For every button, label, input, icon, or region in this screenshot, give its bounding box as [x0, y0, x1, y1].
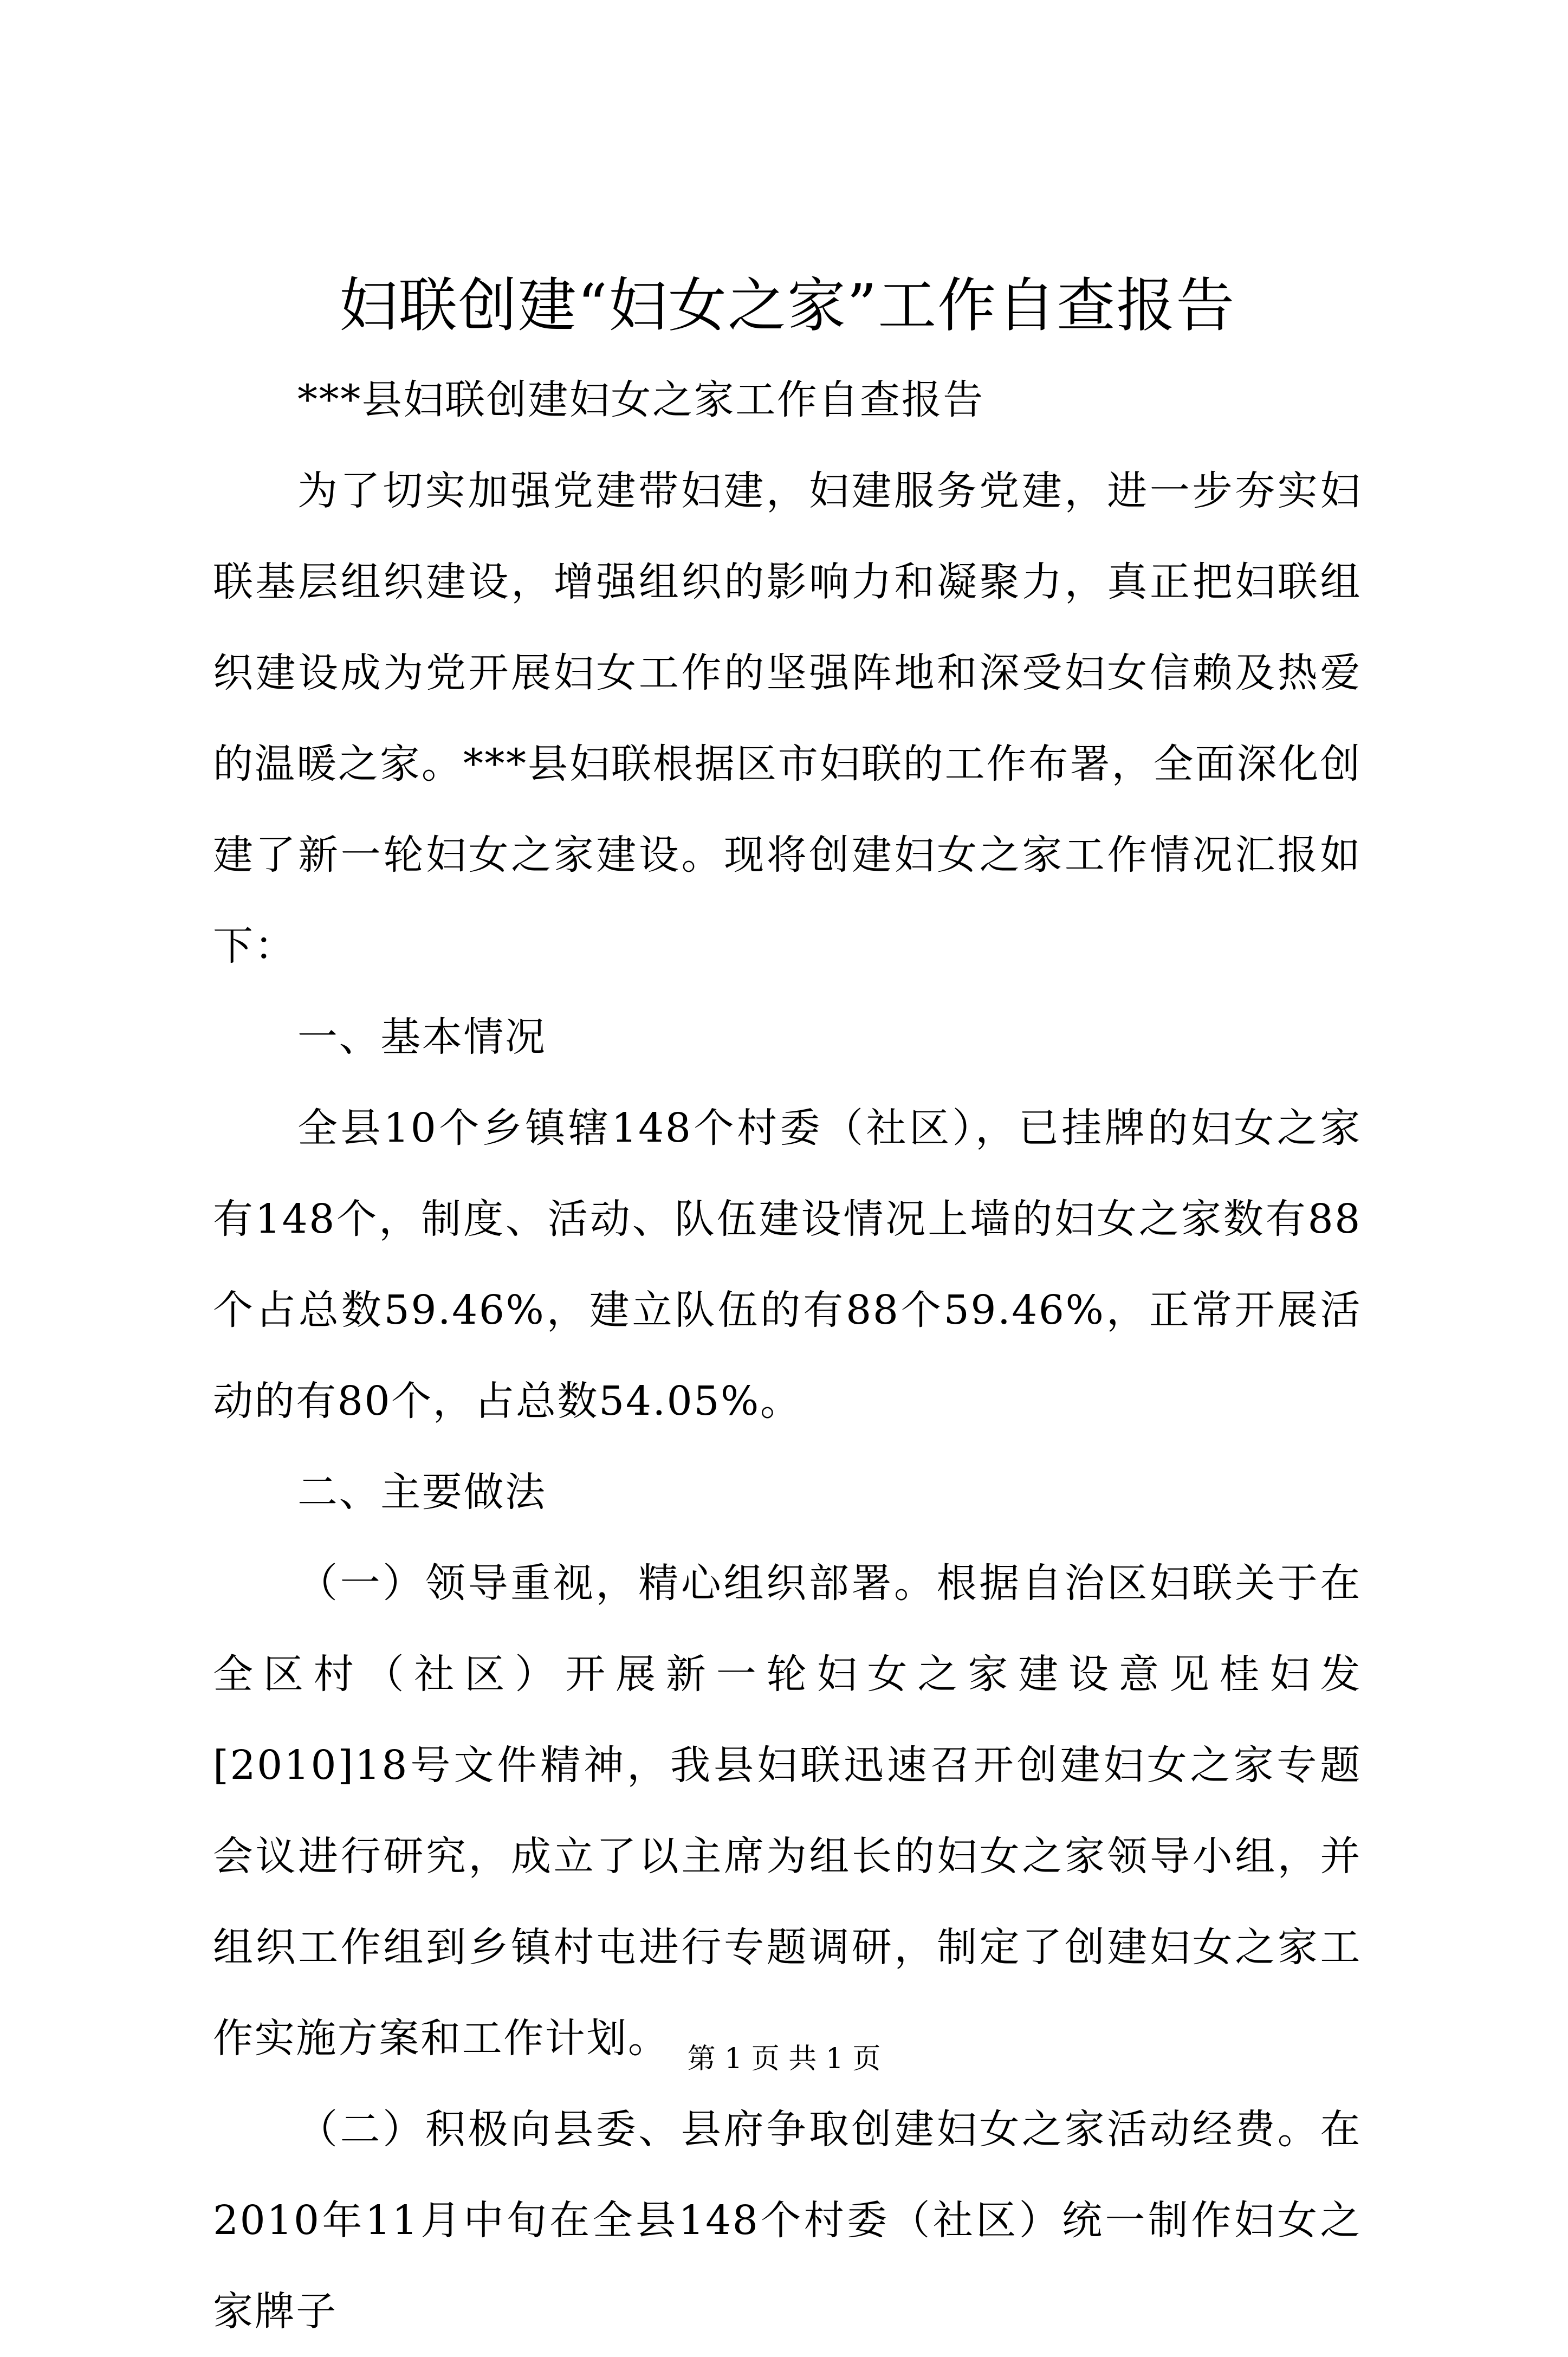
section-heading-main-practices: 二、主要做法 — [297, 1469, 547, 1516]
document-title: 妇联创建“妇女之家”工作自查报告 — [339, 272, 1236, 340]
report-subtitle: ***县妇联创建妇女之家工作自查报告 — [297, 377, 984, 423]
funding-paragraph: （二）积极向县委、县府争取创建妇女之家活动经费。在2010年11月中旬在全县148个村委（社区）统一制作妇女之家牌子 — [213, 2106, 1362, 2335]
intro-paragraph: 为了切实加强党建带妇建，妇建服务党建，进一步夯实妇联基层组织建设，增强组织的影响力和凝聚力，真正把妇联组织建设成为党开展妇女工作的坚强阵地和深受妇女信赖及热爱的温暖之家。***县妇联根据区市妇联的工作布署，全面深化创建了新一轮妇女之家建设。现将创建妇女之家工作情况汇报如下： — [213, 468, 1362, 969]
section-heading-basic-situation: 一、基本情况 — [297, 1014, 547, 1060]
page-number-footer: 第 1 页 共 1 页 — [687, 2043, 881, 2075]
basic-situation-paragraph: 全县10个乡镇辖148个村委（社区），已挂牌的妇女之家有148个，制度、活动、队伍建设情况上墙的妇女之家数有88个占总数59.46%，建立队伍的有88个59.46%，正常开展活动的有80个，占总数54.05%。 — [213, 1105, 1362, 1424]
leadership-paragraph: （一）领导重视，精心组织部署。根据自治区妇联关于在全区村（社区）开展新一轮妇女之家建设意见桂妇发[2010]18号文件精神，我县妇联迅速召开创建妇女之家专题会议进行研究，成立了以主席为组长的妇女之家领导小组，并组织工作组到乡镇村屯进行专题调研，制定了创建妇女之家工作实施方案和工作计划。 — [213, 1560, 1362, 2062]
